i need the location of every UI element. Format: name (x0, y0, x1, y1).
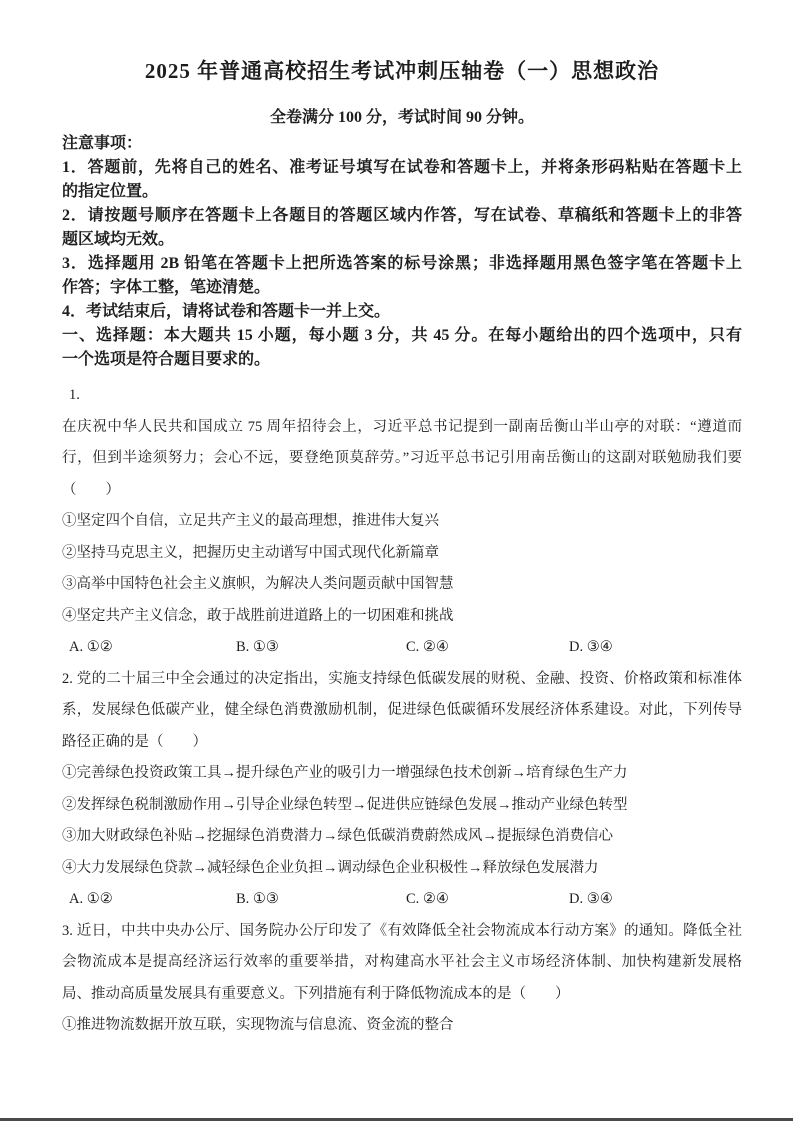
question-2-stem-line-1: 2. 党的二十届三中全会通过的决定指出，实施支持绿色低碳发展的财税、金融、投资、价格政策和标准体 (62, 670, 742, 687)
question-2-choices (62, 884, 742, 916)
notices-section (62, 132, 742, 372)
question-1-choice-c: C. ②④ (406, 639, 449, 655)
paper-title: 2025 年普通高校招生考试冲刺压轴卷（一）思想政治 (144, 59, 660, 83)
question-2-stem-line-3: 路径正确的是（ ） (62, 733, 207, 750)
question-1-choices (62, 632, 742, 664)
question-1-stem-line-2: 行，但到半途须努力；会心不远，要登绝顶莫辞劳。”习近平总书记引用南岳衡山的这副对联勉励我们要 (62, 450, 742, 466)
notice-4-line-1: 4．考试结束后，请将试卷和答题卡一并上交。 (62, 303, 391, 320)
question-2-item-3: ③加大财政绿色补贴→挖掘绿色消费潜力→绿色低碳消费蔚然成风→提振绿色消费信心 (62, 828, 613, 844)
question-3-stem-line-2: 会物流成本是提高经济运行效率的重要举措，对构建高水平社会主义市场经济体制、加快构建新发展格 (62, 954, 742, 970)
notices-heading: 注意事项： (62, 135, 143, 152)
question-2-item-1: ①完善绿色投资政策工具→提升绿色产业的吸引力一增强绿色技术创新→培育绿色生产力 (62, 765, 628, 781)
section-heading-line-1: 一、选择题：本大题共 15 小题，每小题 3 分，共 45 分。在每小题给出的四个选项中，只有 (62, 327, 742, 344)
notice-3-line-1: 3．选择题用 2B 铅笔在答题卡上把所选答案的标号涂黑；非选择题用黑色签字笔在答题卡上 (62, 255, 742, 272)
question-1-stem-line-3: （ ） (62, 481, 120, 498)
question-2-choice-d: D. ③④ (569, 891, 613, 907)
notice-2-line-1: 2．请按题号顺序在答题卡上各题目的答题区域内作答，写在试卷、草稿纸和答题卡上的非答 (62, 207, 742, 224)
page-content (62, 0, 742, 1042)
question-2-choice-b: B. ①③ (236, 891, 279, 907)
notice-1-line-1: 1．答题前，先将自己的姓名、准考证号填写在试卷和答题卡上，并将条形码粘贴在答题卡上 (62, 159, 742, 176)
notice-2-line-2: 题区域均无效。 (62, 231, 175, 248)
question-2-stem-line-2: 系，发展绿色低碳产业，健全绿色消费激励机制，促进绿色低碳循环发展经济体系建设。对此，下列传导 (62, 702, 742, 718)
question-1-choice-b: B. ①③ (236, 639, 279, 655)
question-3-stem-line-1: 3. 近日，中共中央办公厅、国务院办公厅印发了《有效降低全社会物流成本行动方案》的通知。降低全社 (62, 922, 742, 939)
question-2-item-4: ④大力发展绿色贷款→减轻绿色企业负担→调动绿色企业积极性→释放绿色发展潜力 (62, 859, 599, 876)
question-1-item-1: ①坚定四个自信，立足共产主义的最高理想，推进伟大复兴 (62, 513, 439, 529)
question-2-choice-a: A. ①② (69, 891, 113, 907)
question-1-choice-a: A. ①② (69, 639, 113, 655)
question-1-item-2: ②坚持马克思主义，把握历史主动谱写中国式现代化新篇章 (62, 544, 439, 561)
question-3-stem-line-3: 局、推动高质量发展具有重要意义。下列措施有利于降低物流成本的是（ ） (62, 985, 570, 1002)
question-1-stem-line-1: 在庆祝中华人民共和国成立 75 周年招待会上，习近平总书记提到一副南岳衡山半山亭的对联：“遵道而 (62, 418, 742, 435)
paper-subtitle: 全卷满分 100 分，考试时间 90 分钟。 (269, 109, 534, 126)
question-1-number: 1. (69, 387, 80, 403)
bottom-edge-bar (0, 1118, 793, 1121)
question-1-item-3: ③高举中国特色社会主义旗帜，为解决人类问题贡献中国智慧 (62, 576, 454, 592)
notice-1-line-2: 的指定位置。 (62, 183, 159, 200)
questions-area (62, 380, 742, 1042)
notice-3-line-2: 作答；字体工整，笔迹清楚。 (62, 279, 271, 296)
question-3-item-1: ①推进物流数据开放互联，实现物流与信息流、资金流的整合 (62, 1017, 454, 1033)
question-2-choice-c: C. ②④ (406, 891, 449, 907)
section-heading-line-2: 一个选项是符合题目要求的。 (62, 351, 271, 368)
question-1-choice-d: D. ③④ (569, 639, 613, 655)
question-2-item-2: ②发挥绿色税制激励作用→引导企业绿色转型→促进供应链绿色发展→推动产业绿色转型 (62, 796, 628, 813)
question-1-item-4: ④坚定共产主义信念，敢于战胜前进道路上的一切困难和挑战 (62, 607, 454, 624)
